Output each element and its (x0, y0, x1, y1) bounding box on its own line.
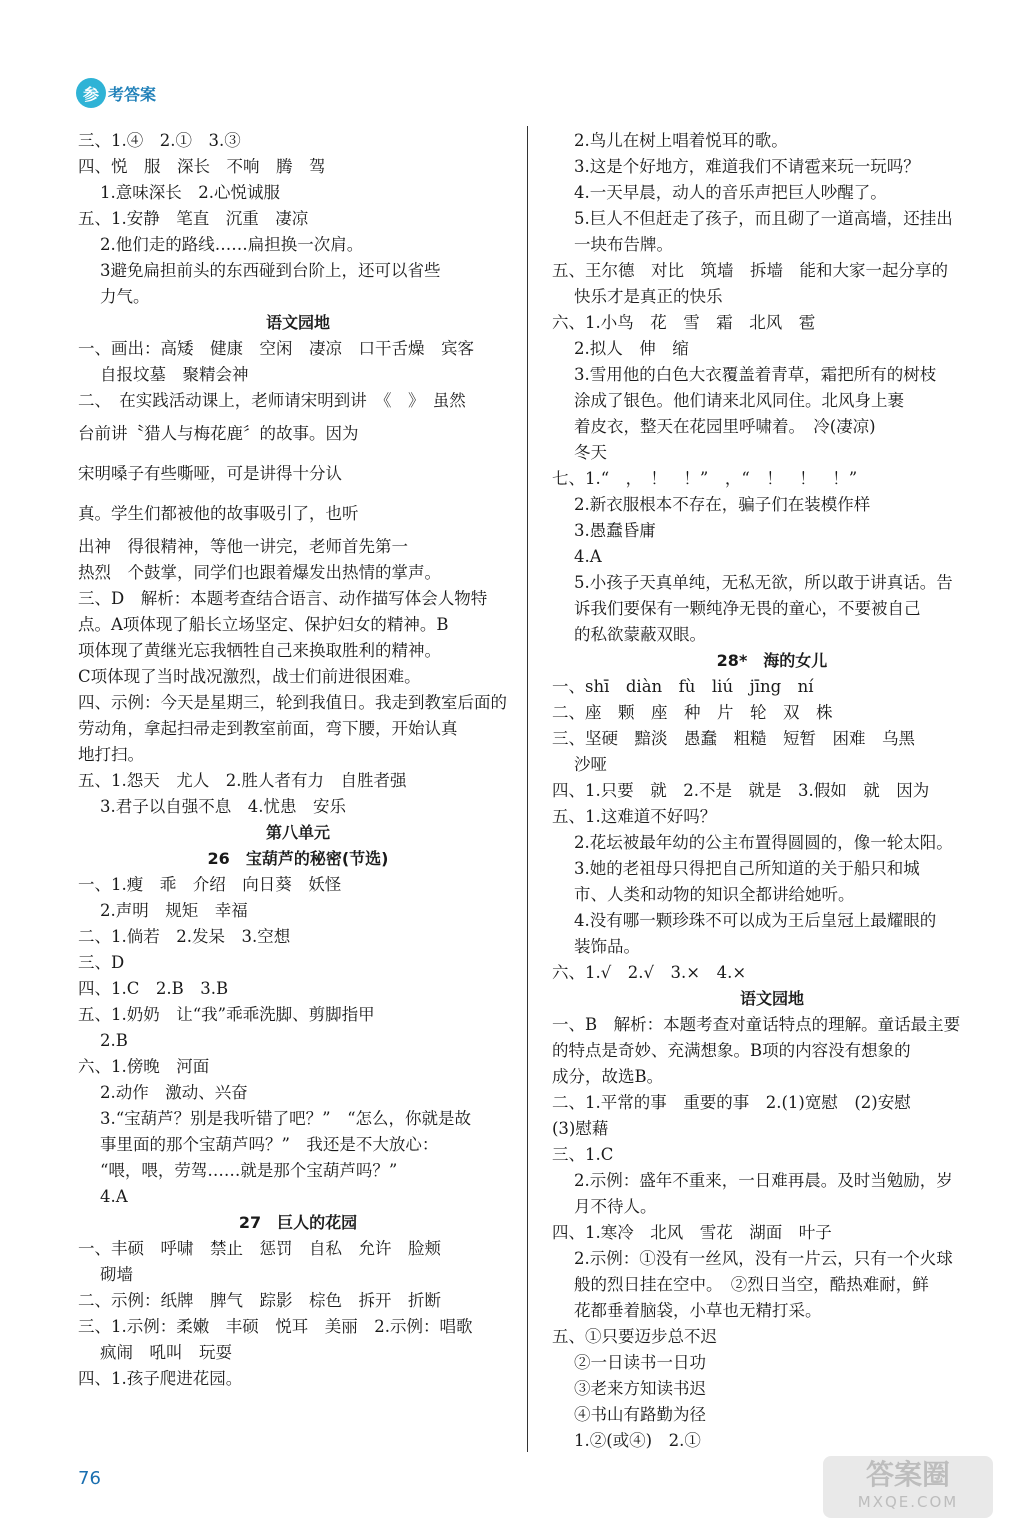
answer-line: 四、1.寒冷 北风 雪花 湖面 叶子 (552, 1223, 832, 1242)
reference-badge-icon: 参 (76, 78, 106, 108)
answer-line: 着皮衣，整天在花园里呼啸着。 冷(凄凉) (574, 417, 876, 436)
lesson-heading: 28* 海的女儿 (716, 651, 828, 670)
answer-line: 4.一天早晨，动人的音乐声把巨人吵醒了。 (574, 183, 887, 202)
answer-line: 一、丰硕 呼啸 禁止 惩罚 自私 允许 脸颊 (78, 1239, 441, 1258)
answer-line: 3.君子以自强不息 4.忧患 安乐 (100, 797, 346, 816)
answer-line: 五、1.安静 笔直 沉重 凄凉 (78, 209, 309, 228)
answer-line: 2.示例：盛年不重来，一日难再晨。及时当勉励，岁 (574, 1171, 953, 1190)
left-column (78, 128, 518, 1392)
answer-line: 二、示例：纸牌 脾气 踪影 棕色 拆开 折断 (78, 1291, 441, 1310)
answer-line: 二、1.平常的事 重要的事 2.(1)宽慰 (2)安慰 (552, 1093, 911, 1112)
header-logo (76, 76, 156, 110)
answer-line: 出神 得很精神，等他一讲完，老师首先第一 (78, 537, 408, 556)
answer-line: 2.B (100, 1031, 128, 1050)
answer-line: 月不待人。 (574, 1197, 657, 1216)
answer-line: 疯闹 吼叫 玩耍 (100, 1343, 232, 1362)
answer-line: 地打扫。 (78, 745, 144, 764)
right-column (552, 128, 992, 1454)
answer-line: 4.没有哪一颗珍珠不可以成为王后皇冠上最耀眼的 (574, 911, 937, 930)
answer-line: 2.声明 规矩 幸福 (100, 901, 248, 920)
answer-line: 四、1.孩子爬进花园。 (78, 1369, 243, 1388)
answer-line: 诉我们要保有一颗纯净无畏的童心，不要被自己 (574, 599, 921, 618)
answer-line: 台前讲〝猎人与梅花鹿〞的故事。因为 (78, 424, 359, 443)
answer-line: 四、示例：今天是星期三，轮到我值日。我走到教室后面的 (78, 693, 507, 712)
answer-line: 三、D (78, 953, 125, 972)
answer-line: 5.小孩子天真单纯，无私无欲，所以敢于讲真话。告 (574, 573, 953, 592)
answer-line: 一、B 解析：本题考查对童话特点的理解。童话最主要 (552, 1015, 961, 1034)
answer-line: 六、1.小鸟 花 雪 霜 北风 雹 (552, 313, 816, 332)
answer-line: 般的烈日挂在空中。 ②烈日当空，酷热难耐，鲜 (574, 1275, 929, 1294)
answer-line: 点。A项体现了船长立场坚定、保护妇女的精神。B (78, 615, 449, 634)
answer-line: 2.示例：①没有一丝风，没有一片云，只有一个火球 (574, 1249, 953, 1268)
answer-line: 三、1.C (552, 1145, 614, 1164)
answer-line: 四、1.只要 就 2.不是 就是 3.假如 就 因为 (552, 781, 930, 800)
answer-line: 项体现了黄继光忘我牺牲自己来换取胜利的精神。 (78, 641, 441, 660)
answer-line: 三、1.示例：柔嫩 丰硕 悦耳 美丽 2.示例：唱歌 (78, 1317, 473, 1336)
answer-line: 的私欲蒙蔽双眼。 (574, 625, 706, 644)
answer-line: 2.他们走的路线……扁担换一次肩。 (100, 235, 364, 254)
answer-line: 3.“宝葫芦？别是我听错了吧？” “怎么，你就是故 (100, 1109, 472, 1128)
answer-line: 3.愚蠢昏庸 (574, 521, 656, 540)
answer-line: 劳动角，拿起扫帚走到教室前面，弯下腰，开始认真 (78, 719, 458, 738)
answer-line: 成分，故选B。 (552, 1067, 664, 1086)
answer-line: 2.拟人 伸 缩 (574, 339, 689, 358)
answer-line: 5.巨人不但赶走了孩子，而且砌了一道高墙，还挂出 (574, 209, 953, 228)
answer-line: (3)慰藉 (552, 1119, 609, 1138)
header-title: 考答案 (108, 84, 157, 104)
answer-line: 五、王尔德 对比 筑墙 拆墙 能和大家一起分享的 (552, 261, 948, 280)
answer-line: 三、D 解析：本题考查结合语言、动作描写体会人物特 (78, 589, 488, 608)
answer-line: 力气。 (100, 287, 150, 306)
lesson-heading: 27 巨人的花园 (238, 1213, 358, 1232)
answer-line: 六、1.傍晚 河面 (78, 1057, 210, 1076)
answer-line: “喂，喂，劳驾……就是那个宝葫芦吗？” (100, 1161, 398, 1180)
answer-line: 自报坟墓 聚精会神 (100, 365, 249, 384)
answer-line: 花都垂着脑袋，小草也无精打采。 (574, 1301, 822, 1320)
column-divider (527, 126, 528, 1452)
answer-line: 3.她的老祖母只得把自己所知道的关于船只和城 (574, 859, 920, 878)
answer-line: 事里面的那个宝葫芦吗？” 我还是不大放心： (100, 1135, 439, 1154)
answer-line: 宋明嗓子有些嘶哑，可是讲得十分认 (78, 464, 342, 483)
answer-line: 五、1.怨天 尤人 2.胜人者有力 自胜者强 (78, 771, 407, 790)
section-heading: 语文园地 (265, 313, 330, 332)
answer-line: 1.②(或④) 2.① (574, 1431, 701, 1450)
answer-line: C项体现了当时战况激烈，战士们前进很困难。 (78, 667, 421, 686)
answer-line: 2.花坛被最年幼的公主布置得圆圆的，像一轮太阳。 (574, 833, 953, 852)
answer-line: 冬天 (574, 443, 607, 462)
section-heading: 语文园地 (739, 989, 804, 1008)
answer-line: ②一日读书一日功 (574, 1353, 706, 1372)
answer-line: 2.鸟儿在树上唱着悦耳的歌。 (574, 131, 788, 150)
answer-line: 一、shī diàn fù liú jīng ní (552, 677, 814, 696)
answer-line: 2.动作 激动、兴奋 (100, 1083, 248, 1102)
answer-line: 3.这是个好地方，难道我们不请雹来玩一玩吗？ (574, 157, 920, 176)
answer-line: 三、坚硬 黯淡 愚蠢 粗糙 短暂 困难 乌黑 (552, 729, 915, 748)
answer-line: 4.A (100, 1187, 128, 1206)
answer-line: 四、悦 服 深长 不响 腾 驾 (78, 157, 326, 176)
answer-line: 一、画出：高矮 健康 空闲 凄凉 口干舌燥 宾客 (78, 339, 474, 358)
watermark-title: 答案圈 (865, 1458, 950, 1491)
answer-line: 1.意味深长 2.心悦诚服 (100, 183, 280, 202)
answer-line: 装饰品。 (574, 937, 640, 956)
watermark-url: MXQE.COM (857, 1493, 959, 1511)
answer-line: ④书山有路勤为径 (574, 1405, 706, 1424)
answer-line: 沙哑 (574, 755, 607, 774)
answer-line: 涂成了银色。他们请来北风同住。北风身上裹 (574, 391, 904, 410)
answer-line: 热烈 个鼓掌，同学们也跟着爆发出热情的掌声。 (78, 563, 441, 582)
page-number: 76 (78, 1468, 101, 1489)
lesson-heading: 26 宝葫芦的秘密(节选) (207, 849, 389, 868)
answer-line: 2.新衣服根本不存在，骗子们在装模作样 (574, 495, 871, 514)
answer-line: 一、1.瘦 乖 介绍 向日葵 妖怪 (78, 875, 342, 894)
answer-line: 3避免扁担前头的东西碰到台阶上，还可以省些 (100, 261, 441, 280)
answer-line: 市、人类和动物的知识全都讲给她听。 (574, 885, 855, 904)
answer-line: 砌墙 (100, 1265, 133, 1284)
watermark-logo (823, 1456, 993, 1518)
answer-line: 四、1.C 2.B 3.B (78, 979, 229, 998)
answer-line: 五、①只要迈步总不迟 (552, 1327, 717, 1346)
answer-line: ③老来方知读书迟 (574, 1379, 706, 1398)
answer-line: 五、1.奶奶 让“我”乖乖洗脚、剪脚指甲 (78, 1005, 375, 1024)
answer-line: 一块布告牌。 (574, 235, 673, 254)
answer-line: 4.A (574, 547, 602, 566)
answer-line: 三、1.④ 2.① 3.③ (78, 131, 241, 150)
answer-line: 二、1.倘若 2.发呆 3.空想 (78, 927, 291, 946)
answer-line: 二、座 颗 座 种 片 轮 双 株 (552, 703, 833, 722)
answer-line: 五、1.这难道不好吗？ (552, 807, 717, 826)
answer-line: 二、 在实践活动课上，老师请宋明到讲 《 》 虽然 (78, 391, 466, 410)
answer-line: 七、1.“ ， ！ ！” ，“ ！ ！ ！” (552, 469, 858, 488)
answer-line: 六、1.√ 2.√ 3.× 4.× (552, 963, 747, 982)
answer-line: 快乐才是真正的快乐 (574, 287, 723, 306)
answer-line: 3.雪用他的白色大衣覆盖着青草，霜把所有的树枝 (574, 365, 937, 384)
answer-line: 真。学生们都被他的故事吸引了，也听 (78, 504, 359, 523)
answer-line: 的特点是奇妙、充满想象。B项的内容没有想象的 (552, 1041, 911, 1060)
unit-heading: 第八单元 (265, 823, 330, 842)
